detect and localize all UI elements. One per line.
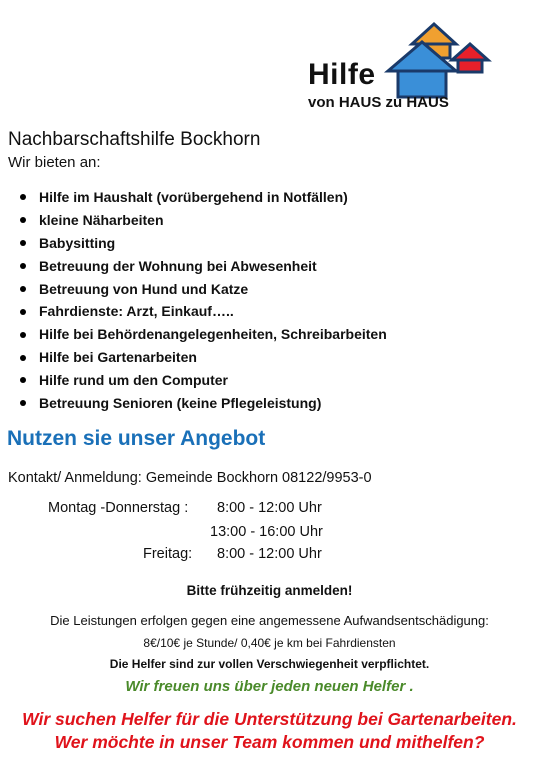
bullet-icon <box>20 400 26 406</box>
hours-time-morning: 8:00 - 12:00 Uhr <box>217 500 322 516</box>
list-item: Betreuung Senioren (keine Pflegeleistung) <box>20 392 387 415</box>
list-item: Betreuung von Hund und Katze <box>20 278 387 301</box>
logo <box>294 16 508 116</box>
bullet-icon <box>20 194 26 200</box>
list-item: kleine Näharbeiten <box>20 209 387 232</box>
list-item: Betreuung der Wohnung bei Abwesenheit <box>20 255 387 278</box>
list-item: Fahrdienste: Arzt, Einkauf….. <box>20 300 387 323</box>
welcome-text: Wir freuen uns über jeden neuen Helfer . <box>125 678 414 695</box>
bullet-icon <box>20 377 26 383</box>
list-item: Babysitting <box>20 232 387 255</box>
hours-day-fri: Freitag: <box>143 546 193 562</box>
helper-appeal: Wir suchen Helfer für die Unterstützung bei Gartenarbeiten. Wer möchte in unser Team kommen und mithelfen? <box>22 709 517 752</box>
fee-rates: 8€/10€ je Stunde/ 0,40€ je km bei Fahrdiensten <box>143 636 396 650</box>
offer-headline: Nutzen sie unser Angebot <box>7 427 266 450</box>
hours-day-mon-thu: Montag -Donnerstag : <box>48 500 189 516</box>
list-item: Hilfe im Haushalt (vorübergehend in Notfällen) <box>20 186 387 209</box>
secrecy-note: Die Helfer sind zur vollen Verschwiegenheit verpflichtet. <box>109 657 430 671</box>
bullet-icon <box>20 355 26 361</box>
bullet-icon <box>20 217 26 223</box>
hours-time-friday: 8:00 - 12:00 Uhr <box>217 546 322 562</box>
hours-time-afternoon: 13:00 - 16:00 Uhr <box>210 524 323 540</box>
fee-info: Die Leistungen erfolgen gegen eine angemessene Aufwandsentschädigung: <box>50 613 489 628</box>
logo-word: Hilfe <box>308 58 376 91</box>
bullet-icon <box>20 332 26 338</box>
list-item: Hilfe bei Gartenarbeiten <box>20 346 387 369</box>
contact-line: Kontakt/ Anmeldung: Gemeinde Bockhorn 08122/9953-0 <box>8 470 372 486</box>
logo-subtitle: von HAUS zu HAUS <box>308 94 449 111</box>
list-item: Hilfe bei Behördenangelegenheiten, Schreibarbeiten <box>20 323 387 346</box>
page-title: Nachbarschaftshilfe Bockhorn <box>8 129 261 150</box>
bullet-icon <box>20 309 26 315</box>
list-item: Hilfe rund um den Computer <box>20 369 387 392</box>
intro-text: Wir bieten an: <box>8 154 101 171</box>
bullet-icon <box>20 286 26 292</box>
bullet-icon <box>20 240 26 246</box>
services-list <box>20 186 387 415</box>
register-note: Bitte frühzeitig anmelden! <box>186 583 353 598</box>
bullet-icon <box>20 263 26 269</box>
